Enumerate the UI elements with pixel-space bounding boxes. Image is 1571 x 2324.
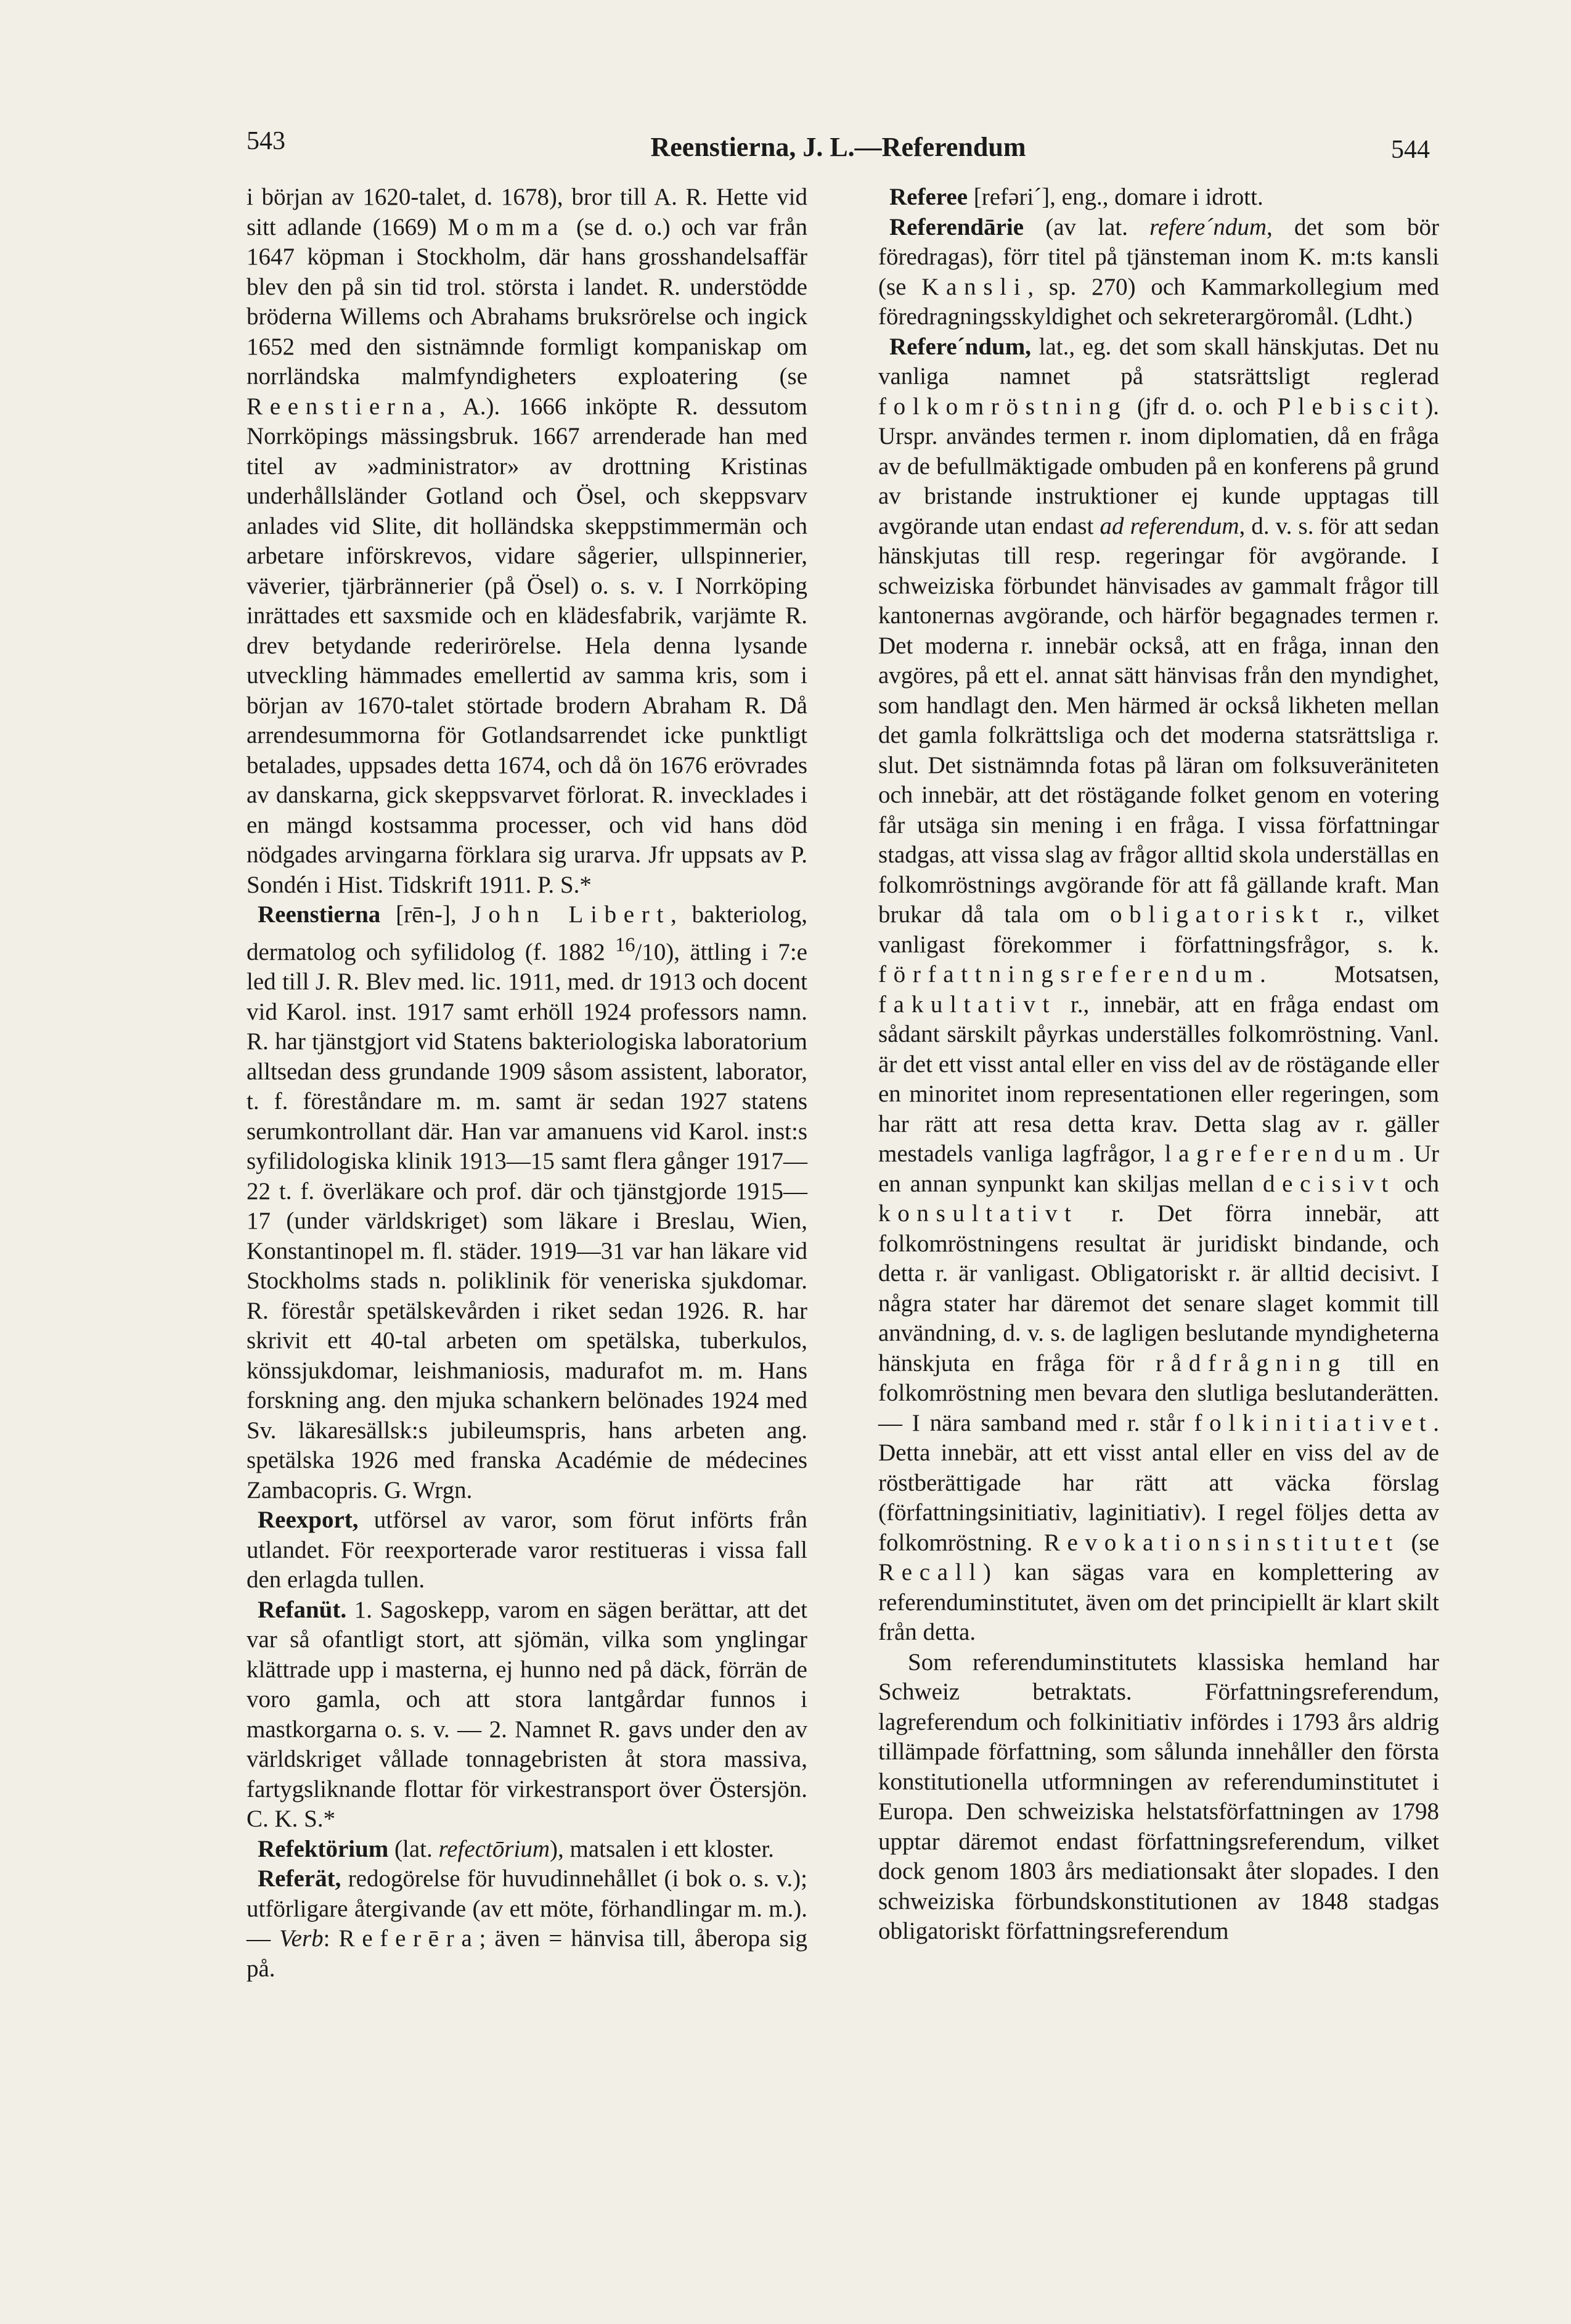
- entry-referat: Referät, redogörelse för huvudinnehållet (i bok o. s. v.); utförligare återgivande (av ett möte, förhandlingar m. m.). — Verb: Referēra; även = hänvisa till, åberopa sig på.: [247, 1865, 808, 1982]
- page-number-right: 544: [1391, 136, 1430, 164]
- referendum-schweiz-paragraph: Som referenduminstitutets klassiska hemland har Schweiz betraktats. Författningsreferendum, lagreferendum och folkinitiativ infördes i 1793 års aldrig tillämpade författning, som sålunda innehåller den första konstitutionella utformningen av referenduminstitutet i Europa. Den schweiziska helstatsförfattningen av 1798 upptar däremot endast författningsreferendum, vilket dock genom 1803 års mediationsakt åter slopades. I den schweiziska förbundskonstitutionen av 1848 stadgas obligatoriskt författningsreferendum: [878, 1648, 1439, 1944]
- entry-reenstierna-john-libert: Reenstierna [rēn-], John Libert, bakteriolog, dermatolog och syfilidolog (f. 1882 $^{16}$/10), ättling i 7:e led till J. R. Blev med. lic. 1911, med. dr 1913 och docent vid Karol. inst. 1917 samt erhöll 1924 professors namn. R. har tjänstgjort vid Statens bakteriologiska laboratorium alltsedan dess grundande 1909 såsom assistent, laborator, t. f. föreståndare m. m. samt är sedan 1927 statens serumkontrollant där. Han var amanuens vid Karol. inst:s syfilidologiska klinik 1913—15 samt flera gånger 1917—22 t. f. överläkare och prof. där och tjänstgjorde 1915—17 (under världskriget) som läkare i Breslau, Wien, Konstantinopel m. fl. städer. 1919—31 var han läkare vid Stockholms stads n. poliklinik för veneriska sjukdomar. R. förestår spetälskevården i riket sedan 1926. R. har skrivit ett 40-tal arbeten om spetälska, tuberkulos, könssjukdomar, leishmaniosis, madurafot m. m. Hans forskning ang. den mjuka schankern belönades 1924 med Sv. läkaresällsk:s jubileumspris, hans arbeten ang. spetälska 1926 med franska Académie de médecines Zambacopris. G. Wrgn.: [247, 901, 808, 1504]
- entry-referee: Referee [refəri´], eng., domare i idrott.: [889, 184, 1263, 210]
- page-number-left: 543: [247, 127, 285, 155]
- headword: Refanüt.: [258, 1596, 347, 1623]
- headword: Refere´ndum,: [889, 333, 1031, 360]
- headword: Refektörium: [258, 1835, 389, 1862]
- entry-reexport: Reexport, utförsel av varor, som förut införts från utlandet. För reexporterade varor restitueras i vissa fall den erlagda tullen.: [247, 1507, 807, 1593]
- entry-referendum: Refere´ndum, lat., eg. det som skall hänskjutas. Det nu vanliga namnet på statsrättsligt reglerad folkomröstning (jfr d. o. och Plebiscit). Urspr. användes termen r. inom diplomatien, då en fråga av de befullmäktigade ombuden på en konferens på grund av bristande instruktioner ej kunde upptagas till avgörande utan endast ad referendum, d. v. s. för att sedan hänskjutas till resp. regeringar för avgörande. I schweiziska förbundet hänvisades av gammalt frågor till kantonernas avgörande, och härför begagnades termen r. Det moderna r. innebär också, att en fråga, innan den avgöres, på ett el. annat sätt hänvisas från den myndighet, som handlagt den. Men härmed är också likheten mellan det gamla folkrättsliga och det moderna statsrättsliga r. slut. Det sistnämnda fotas på läran om folksuveräniteten och innebär, att det röstägande folket genom en votering får utsäga sin mening i en fråga. I vissa författningar stadgas, att vissa slag av frågor alltid skola underställas en folkomröstnings avgörande för att få gällande kraft. Man brukar då tala om obligatoriskt r., vilket vanligast förekommer i författningsfrågor, s. k. författningsreferendum. Motsatsen, fakultativt r., innebär, att en fråga endast om sådant särskilt påyrkas underställes folkomröstning. Vanl. är det ett visst antal eller en viss del av de röstägande eller en minoritet inom representationen eller regeringen, som har rätt att resa detta krav. Detta slag av r. gäller mestadels vanliga lagfrågor, lagreferendum. Ur en annan synpunkt kan skiljas mellan decisivt och konsultativt r. Det förra innebär, att folkomröstningens resultat är juridiskt bindande, och detta r. är vanligast. Obligatoriskt r. är alltid decisivt. I några stater har däremot det senare slaget kommit till användning, d. v. s. de lagligen beslutande myndigheterna hänskjuta en fråga för rådfrågning till en folkomröstning men bevara den slutliga beslutanderätten. — I nära samband med r. står folkinitiativet. Detta innebär, att ett visst antal eller en viss del av de röstberättigade har rätt att väcka förslag (författningsinitiativ, laginitiativ). I regel följes detta av folkomröstning. Revokationsinstitutet (se Recall) kan sägas vara en komplettering av referenduminstitutet, även om det principiellt är klart skilt från detta.: [878, 333, 1439, 1645]
- left-column: [247, 182, 807, 1984]
- page-header: [247, 126, 1430, 170]
- headword: Reexport,: [258, 1507, 359, 1533]
- entry-refektorium: Refektörium (lat. refectōrium), matsalen i ett kloster.: [258, 1835, 774, 1862]
- headword: Referendārie: [889, 213, 1024, 240]
- running-title: Reenstierna, J. L.—Referendum: [650, 132, 1026, 162]
- headword: Referät,: [258, 1865, 341, 1892]
- crossref-momma: Momma: [447, 213, 566, 240]
- entry-reenstierna-j-continued: i början av 1620-talet, d. 1678), bror till A. R. Hette vid sitt adlande (1669) Momma (se d. o.) och var från 1647 köpman i Stockholm, där hans grosshandelsaffär blev den på sin tid trol. största i landet. R. understödde bröderna Willems och Abrahams bruksrörelse och ingick 1652 med den sistnämnde formligt kompaniskap om norrländska malmfyndigheters exploatering (se Reenstierna, A.). 1666 inköpte R. dessutom Norrköpings mässingsbruk. 1667 arrenderade han med titel av »administrator» av drottning Kristinas underhållsländer Gotland och Ösel, och skeppsvarv anlades vid Slite, dit holländska skeppstimmermän och arbetare införskrevos, vidare sågerier, ullspinnerier, väverier, tjärbrännerier (på Ösel) o. s. v. I Norrköping inrättades ett saxsmide och en klädesfabrik, varjämte R. drev betydande rederirörelse. Hela denna lysande utveckling hämmades emellertid av samma kris, som i början av 1670-talet störtade brodern Abraham R. Då arrendesummorna för Gotlandsarrendet icke punktligt betalades, uppsades detta 1674, och då ön 1676 erövrades av danskarna, gick skeppsvarvet förlorat. R. invecklades i en mängd kostsamma processer, och vid hans död nödgades arvingarna förklara sig urarva. Jfr uppsats av P. Sondén i Hist. Tidskrift 1911. P. S.*: [247, 184, 807, 898]
- headword: Referee: [889, 184, 968, 210]
- entry-refanut: Refanüt. 1. Sagoskepp, varom en sägen berättar, att det var så ofantligt stort, att sjömän, vilka som ynglingar klättrade upp i masterna, ej hunno ned på däck, förrän de voro gamla, och att stora lantgårdar funnos i mastkorgarna o. s. v. — 2. Namnet R. gavs under den av världskriget vållade tonnagebristen åt stora massiva, fartygsliknande flottar för virkestransport över Östersjön. C. K. S.*: [247, 1596, 807, 1832]
- entry-referendarie: Referendārie (av lat. refere´ndum, det som bör föredragas), förr titel på tjänsteman inom K. m:ts kansli (se Kansli, sp. 270) och Kammarkollegium med föredragningsskyldighet och sekreterargöromål. (Ldht.): [878, 213, 1439, 330]
- crossref-reenstierna: Reenstierna: [247, 393, 439, 420]
- crossref-recall: Recall: [878, 1559, 983, 1585]
- crossref-plebiscit: Plebiscit: [1277, 393, 1426, 420]
- headword: Reenstierna: [258, 901, 381, 928]
- right-column: [878, 182, 1439, 1947]
- crossref-kansli: Kansli: [921, 273, 1028, 300]
